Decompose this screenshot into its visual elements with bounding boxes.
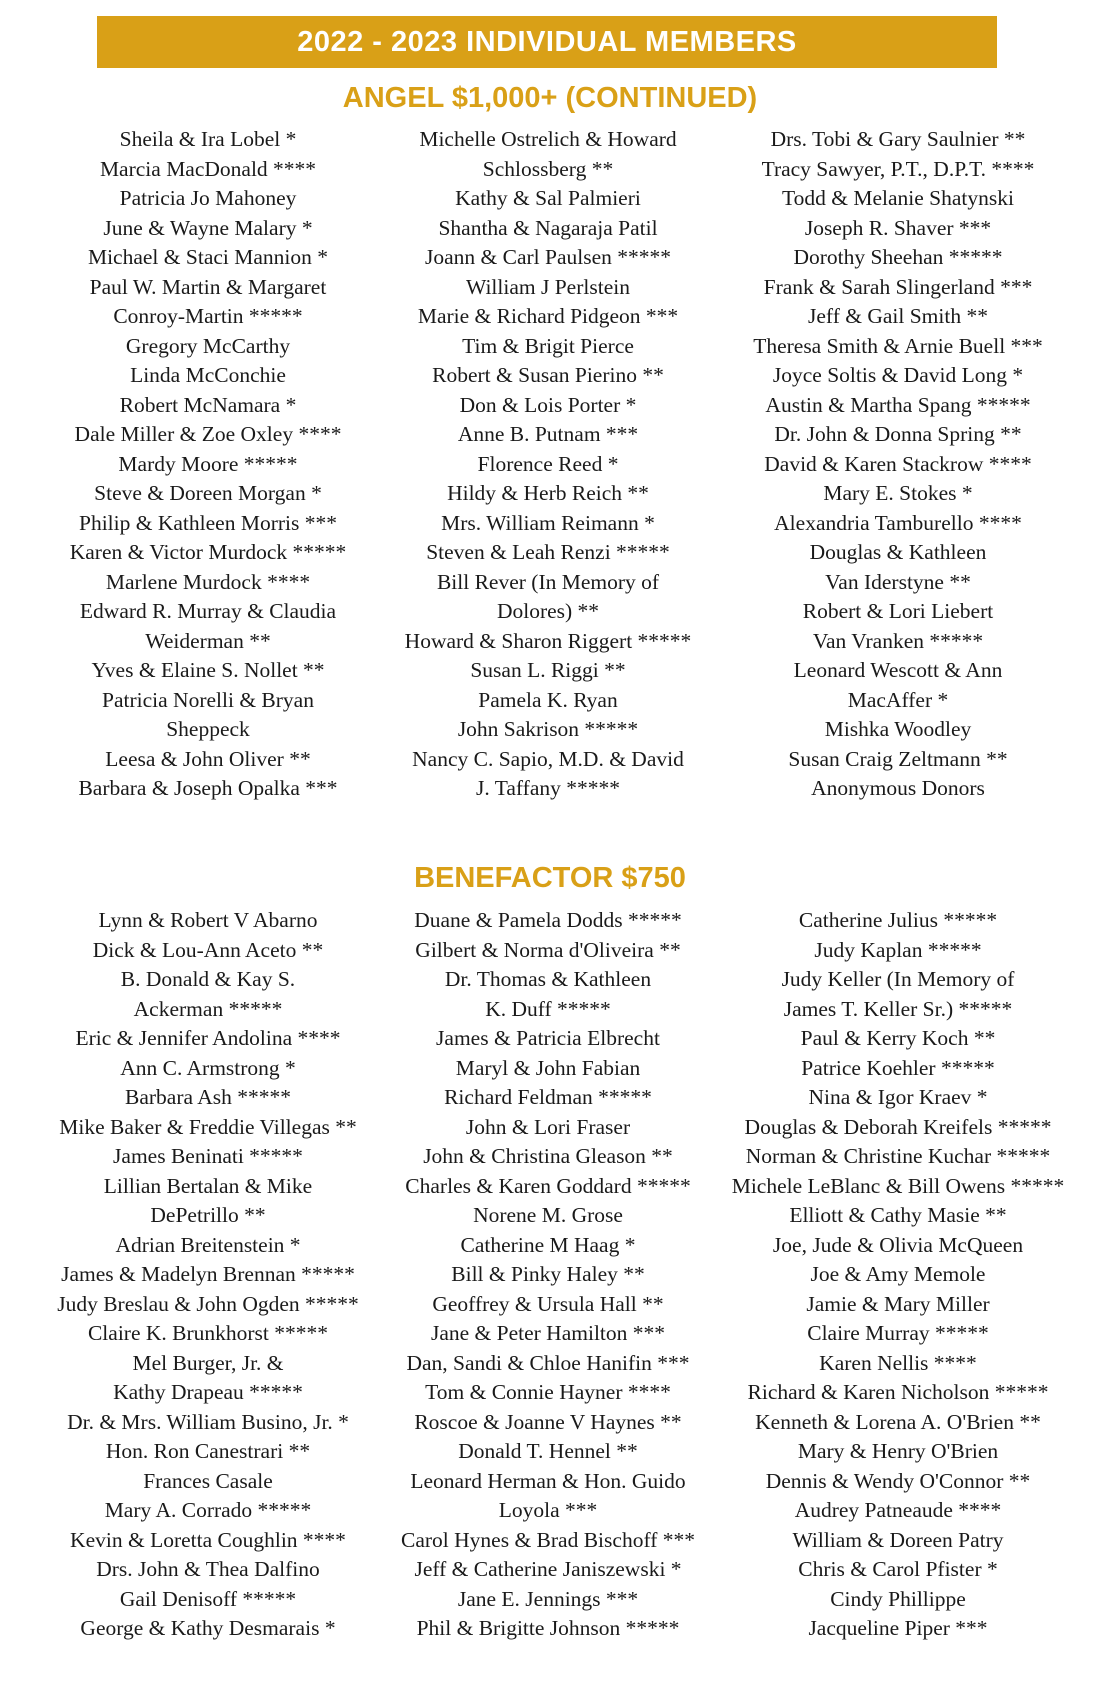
member-name: DePetrillo **	[150, 1203, 266, 1227]
member-name: Dennis & Wendy O'Connor **	[765, 1468, 1031, 1493]
member-name: June & Wayne Malary *	[103, 215, 313, 240]
member-name: Steven & Leah Renzi *****	[426, 540, 670, 564]
member-name: Dale Miller & Zoe Oxley ****	[74, 422, 342, 446]
member-name: Jacqueline Piper ***	[808, 1616, 988, 1640]
member-name: Paul & Kerry Koch **	[800, 1026, 996, 1050]
member-name: Kathy Drapeau *****	[113, 1380, 303, 1404]
member-name: Dr. John & Donna Spring **	[774, 422, 1022, 446]
member-name: Carol Hynes & Brad Bischoff ***	[401, 1527, 695, 1552]
member-name: Maryl & John Fabian	[455, 1055, 641, 1080]
member-name: Mel Burger, Jr. &	[132, 1350, 284, 1375]
angel-column-1	[38, 125, 378, 804]
member-name: John & Christina Gleason **	[423, 1144, 673, 1168]
member-name: Bill & Pinky Haley **	[451, 1262, 645, 1286]
member-name: Mrs. William Reimann *	[441, 510, 655, 535]
member-name: Joe & Amy Memole	[810, 1262, 986, 1286]
member-name: Richard & Karen Nicholson *****	[747, 1380, 1049, 1404]
member-name: Leonard Wescott & Ann	[793, 658, 1003, 682]
member-name: Edward R. Murray & Claudia	[79, 599, 337, 623]
member-name: Norene M. Grose	[473, 1203, 623, 1227]
member-name: Gregory McCarthy	[125, 333, 291, 358]
member-name: Mary E. Stokes *	[823, 481, 973, 505]
member-name: Phil & Brigitte Johnson *****	[416, 1616, 680, 1640]
member-name: Richard Feldman *****	[444, 1085, 652, 1109]
member-name: Michele LeBlanc & Bill Owens *****	[731, 1173, 1065, 1198]
member-name: Philip & Kathleen Morris ***	[79, 510, 337, 535]
member-name: Tracy Sawyer, P.T., D.P.T. ****	[761, 156, 1035, 181]
member-name: Dan, Sandi & Chloe Hanifin ***	[406, 1350, 690, 1375]
member-name: Patricia Norelli & Bryan	[102, 687, 314, 712]
member-name: Don & Lois Porter *	[459, 392, 637, 417]
member-name: Marie & Richard Pidgeon ***	[417, 304, 679, 328]
member-name: Kevin & Loretta Coughlin ****	[70, 1527, 346, 1552]
member-name: Sheppeck	[166, 717, 250, 741]
member-name: Sheila & Ira Lobel *	[119, 127, 297, 151]
member-name: Ackerman *****	[133, 996, 283, 1021]
member-name: Patricia Jo Mahoney	[119, 186, 297, 210]
member-name: Drs. John & Thea Dalfino	[96, 1557, 320, 1581]
member-name: Dr. & Mrs. William Busino, Jr. *	[67, 1409, 349, 1434]
member-name: Todd & Melanie Shatynski	[782, 186, 1014, 210]
member-name: Mardy Moore *****	[118, 451, 298, 476]
member-name: Tom & Connie Hayner ****	[425, 1380, 671, 1404]
member-name: John & Lori Fraser	[465, 1114, 631, 1139]
member-name: James & Patricia Elbrecht	[436, 1026, 660, 1050]
member-name: Florence Reed *	[477, 451, 619, 476]
member-name: J. Taffany *****	[475, 776, 620, 800]
member-name: Tim & Brigit Pierce	[462, 333, 634, 358]
member-name: Van Iderstyne **	[825, 569, 971, 594]
member-name: Jeff & Gail Smith **	[808, 304, 988, 328]
member-name: Patrice Koehler *****	[801, 1055, 995, 1080]
member-name: Joyce Soltis & David Long *	[772, 363, 1024, 387]
member-name: Bill Rever (In Memory of	[436, 569, 660, 594]
page-title: 2022 - 2023 INDIVIDUAL MEMBERS	[297, 25, 797, 58]
member-name: Susan L. Riggi **	[470, 658, 626, 682]
member-name: Hon. Ron Canestrari **	[105, 1439, 311, 1463]
member-name: Joseph R. Shaver ***	[804, 215, 992, 240]
page-banner	[97, 16, 997, 68]
member-name: Elliott & Cathy Masie **	[789, 1203, 1007, 1227]
member-name: Susan Craig Zeltmann **	[788, 746, 1008, 771]
member-name: James Beninati *****	[113, 1144, 303, 1168]
member-name: George & Kathy Desmarais *	[80, 1616, 336, 1640]
member-name: Drs. Tobi & Gary Saulnier **	[770, 127, 1026, 151]
member-name: Nina & Igor Kraev *	[808, 1085, 988, 1109]
member-name: Dick & Lou-Ann Aceto **	[92, 937, 324, 962]
member-name: Paul W. Martin & Margaret	[89, 274, 327, 299]
member-name: William J Perlstein	[466, 274, 630, 299]
member-name: Mishka Woodley	[824, 717, 972, 741]
member-name: Jane E. Jennings ***	[457, 1586, 639, 1611]
member-name: Van Vranken *****	[812, 628, 984, 653]
member-name: Mary & Henry O'Brien	[797, 1439, 999, 1463]
member-name: Judy Keller (In Memory of	[781, 967, 1015, 991]
member-name: Geoffrey & Ursula Hall **	[432, 1291, 664, 1316]
member-name: Linda McConchie	[130, 363, 286, 387]
member-name: Dolores) **	[496, 599, 600, 623]
member-name: Lillian Bertalan & Mike	[103, 1173, 313, 1198]
member-name: John Sakrison *****	[457, 717, 639, 741]
member-name: Claire K. Brunkhorst *****	[87, 1321, 329, 1345]
member-name: Chris & Carol Pfister *	[798, 1557, 998, 1581]
benefactor-column-2	[378, 906, 718, 1644]
member-name: Audrey Patneaude ****	[794, 1498, 1002, 1522]
member-name: Frances Casale	[143, 1468, 273, 1493]
benefactor-column-1	[38, 906, 378, 1644]
member-name: Catherine Julius *****	[798, 908, 998, 932]
member-name: Nancy C. Sapio, M.D. & David	[412, 746, 684, 771]
member-name: Kathy & Sal Palmieri	[455, 186, 641, 210]
member-name: Michael & Staci Mannion *	[87, 245, 329, 269]
member-name: K. Duff *****	[485, 996, 611, 1021]
member-name: Marlene Murdock ****	[105, 569, 311, 594]
member-name: Anne B. Putnam ***	[457, 422, 639, 446]
member-name: Pamela K. Ryan	[478, 687, 618, 712]
member-name: Conroy-Martin *****	[113, 304, 303, 328]
member-name: Dr. Thomas & Kathleen	[444, 967, 652, 991]
member-name: Robert & Lori Liebert	[802, 599, 994, 623]
member-name: Alexandria Tamburello ****	[774, 510, 1022, 535]
member-name: Loyola ***	[498, 1498, 598, 1522]
member-name: Roscoe & Joanne V Haynes **	[414, 1409, 682, 1434]
member-name: Gail Denisoff *****	[119, 1586, 297, 1611]
member-name: Claire Murray *****	[807, 1321, 989, 1345]
member-name: Judy Kaplan *****	[814, 937, 982, 962]
angel-column-2	[378, 125, 718, 804]
member-name: Douglas & Kathleen	[809, 540, 987, 564]
member-name: David & Karen Stackrow ****	[764, 451, 1032, 476]
section-heading-angel: ANGEL $1,000+ (CONTINUED)	[342, 82, 758, 114]
member-name: Jane & Peter Hamilton ***	[430, 1321, 666, 1345]
member-name: Schlossberg **	[482, 156, 614, 181]
member-name: Norman & Christine Kuchar *****	[745, 1144, 1051, 1168]
member-name: Barbara Ash *****	[125, 1085, 291, 1109]
member-name: Lynn & Robert V Abarno	[98, 908, 318, 932]
member-name: Mike Baker & Freddie Villegas **	[59, 1114, 357, 1139]
member-name: James & Madelyn Brennan *****	[61, 1262, 355, 1286]
benefactor-column-3	[728, 906, 1068, 1644]
member-name: Douglas & Deborah Kreifels *****	[744, 1114, 1052, 1139]
member-name: William & Doreen Patry	[792, 1527, 1004, 1552]
member-name: Adrian Breitenstein *	[115, 1232, 301, 1257]
member-name: Michelle Ostrelich & Howard	[419, 127, 677, 151]
member-name: Hildy & Herb Reich **	[447, 481, 649, 505]
member-name: Charles & Karen Goddard *****	[405, 1173, 691, 1198]
member-name: Weiderman **	[145, 628, 271, 653]
member-name: MacAffer *	[847, 687, 949, 712]
member-name: Barbara & Joseph Opalka ***	[78, 776, 338, 800]
member-name: Donald T. Hennel **	[458, 1439, 638, 1463]
member-name: Theresa Smith & Arnie Buell ***	[753, 333, 1043, 358]
member-name: Leesa & John Oliver **	[105, 746, 311, 771]
member-name: Ann C. Armstrong *	[120, 1055, 296, 1080]
member-name: Karen & Victor Murdock *****	[69, 540, 347, 564]
member-name: Joann & Carl Paulsen *****	[424, 245, 672, 269]
member-name: Steve & Doreen Morgan *	[94, 481, 322, 505]
member-name: Frank & Sarah Slingerland ***	[763, 274, 1033, 299]
member-name: Jeff & Catherine Janiszewski *	[414, 1557, 682, 1581]
member-name: Cindy Phillippe	[830, 1586, 966, 1611]
member-name: Mary A. Corrado *****	[104, 1498, 312, 1522]
member-name: Shantha & Nagaraja Patil	[438, 215, 658, 240]
member-name: Anonymous Donors	[811, 776, 985, 800]
member-name: Robert McNamara *	[119, 392, 297, 417]
member-name: Karen Nellis ****	[819, 1350, 977, 1375]
member-name: Robert & Susan Pierino **	[432, 363, 664, 387]
member-name: Leonard Herman & Hon. Guido	[410, 1468, 686, 1493]
member-name: Duane & Pamela Dodds *****	[414, 908, 682, 932]
member-name: Dorothy Sheehan *****	[793, 245, 1003, 269]
member-name: Kenneth & Lorena A. O'Brien **	[755, 1409, 1041, 1434]
member-name: Jamie & Mary Miller	[806, 1291, 990, 1316]
member-name: Joe, Jude & Olivia McQueen	[772, 1232, 1024, 1257]
angel-column-3	[728, 125, 1068, 804]
member-name: Judy Breslau & John Ogden *****	[57, 1291, 359, 1316]
section-heading-benefactor: BENEFACTOR $750	[414, 862, 686, 894]
member-name: Marcia MacDonald ****	[99, 156, 317, 181]
member-name: B. Donald & Kay S.	[120, 967, 296, 991]
member-name: Eric & Jennifer Andolina ****	[75, 1026, 341, 1050]
member-name: Gilbert & Norma d'Oliveira **	[415, 937, 681, 962]
member-name: Yves & Elaine S. Nollet **	[91, 658, 325, 682]
member-name: Catherine M Haag *	[460, 1232, 636, 1257]
member-name: Howard & Sharon Riggert *****	[404, 628, 692, 653]
member-name: James T. Keller Sr.) *****	[783, 996, 1013, 1021]
member-name: Austin & Martha Spang *****	[765, 392, 1031, 417]
